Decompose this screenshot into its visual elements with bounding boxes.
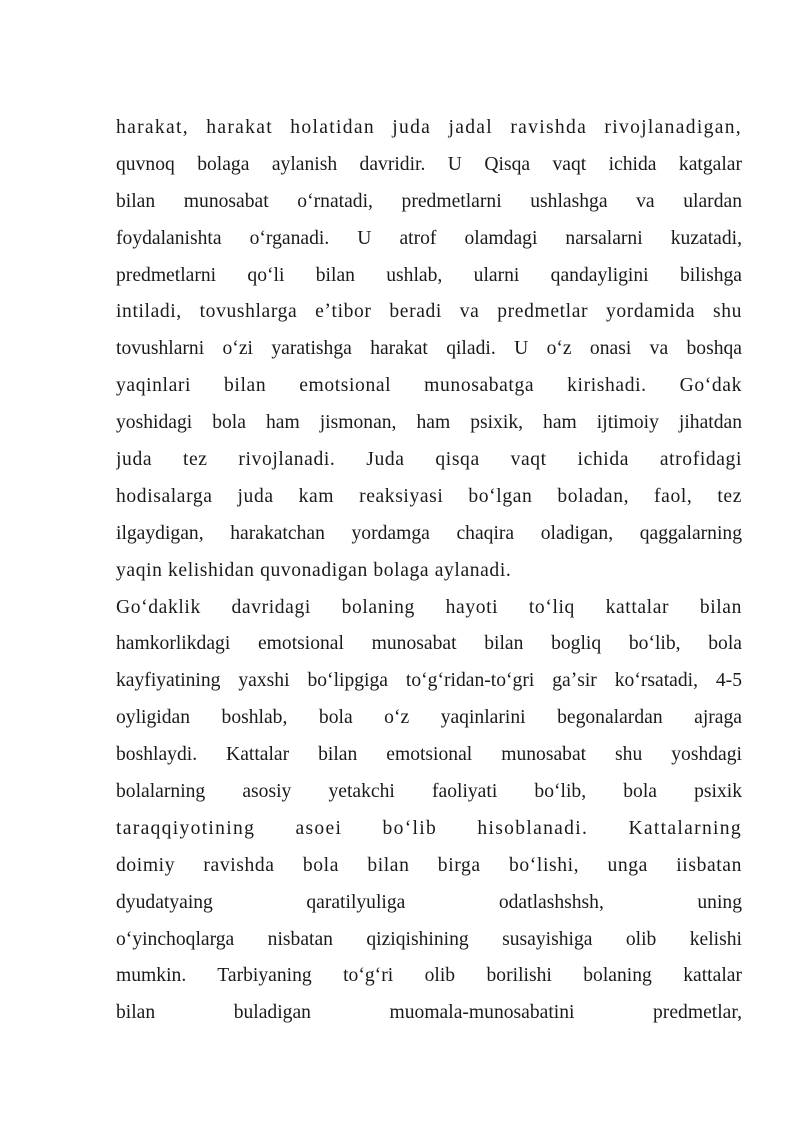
text-line: taraqqiyotining asoei boʻlib hisoblanadi. Kattalarning [116,817,742,839]
text-line: Goʻdaklik davridagi bolaning hayoti toʻliq kattalar bilan [116,596,742,618]
text-line: dyudatyaing qaratilyuliga odatlashshsh, uning [116,891,742,913]
text-line: harakat, harakat holatidan juda jadal ravishda rivojlanadigan, [116,117,742,138]
text-line: foydalanishta oʻrganadi. U atrof olamdagi narsalarni kuzatadi, [116,227,742,249]
text-line: tovushlarni oʻzi yaratishga harakat qiladi. U oʻz onasi va boshqa [116,338,742,360]
text-line: hamkorlikdagi emotsional munosabat bilan bogliq boʻlib, bola [116,633,742,655]
text-line: predmetlarni qoʻli bilan ushlab, ularni qandayligini bilishga [116,264,742,286]
text-line: ilgaydigan, harakatchan yordamga chaqira oladigan, qaggalarning [116,522,742,544]
text-line: boshlaydi. Kattalar bilan emotsional munosabat shu yoshdagi [116,744,742,766]
text-line: doimiy ravishda bola bilan birga boʻlishi, unga iisbatan [116,854,742,876]
text-line: juda tez rivojlanadi. Juda qisqa vaqt ichida atrofidagi [116,449,742,471]
text-line: bilan buladigan muomala-munosabatini predmetlar, [116,1002,742,1024]
text-line: oyligidan boshlab, bola oʻz yaqinlarini begonalardan ajraga [116,707,742,729]
text-line: intiladi, tovushlarga eʼtibor beradi va predmetlar yordamida shu [116,301,742,323]
text-line: kayfiyatining yaxshi boʻlipgiga toʻgʻridan-toʻgri gaʼsir koʻrsatadi, 4-5 [116,670,742,692]
text-line: bolalarning asosiy yetakchi faoliyati boʻlib, bola psixik [116,781,742,803]
text-line: hodisalarga juda kam reaksiyasi boʻlgan boladan, faol, tez [116,485,742,507]
text-line: oʻyinchoqlarga nisbatan qiziqishining susayishiga olib kelishi [116,928,742,950]
text-line: yoshidagi bola ham jismonan, ham psixik, ham ijtimoiy jihatdan [116,412,742,434]
text-line: yaqin kelishidan quvonadigan bolaga aylanadi. [116,559,512,581]
text-line: quvnoq bolaga aylanish davridir. U Qisqa vaqt ichida katgalar [116,153,742,175]
text-line: bilan munosabat oʻrnatadi, predmetlarni ushlashga va ulardan [116,190,742,212]
body-text [116,110,742,1032]
text-line: yaqinlari bilan emotsional munosabatga kirishadi. Goʻdak [116,375,742,397]
text-line: mumkin. Tarbiyaning toʻgʻri olib borilishi bolaning kattalar [116,965,742,987]
